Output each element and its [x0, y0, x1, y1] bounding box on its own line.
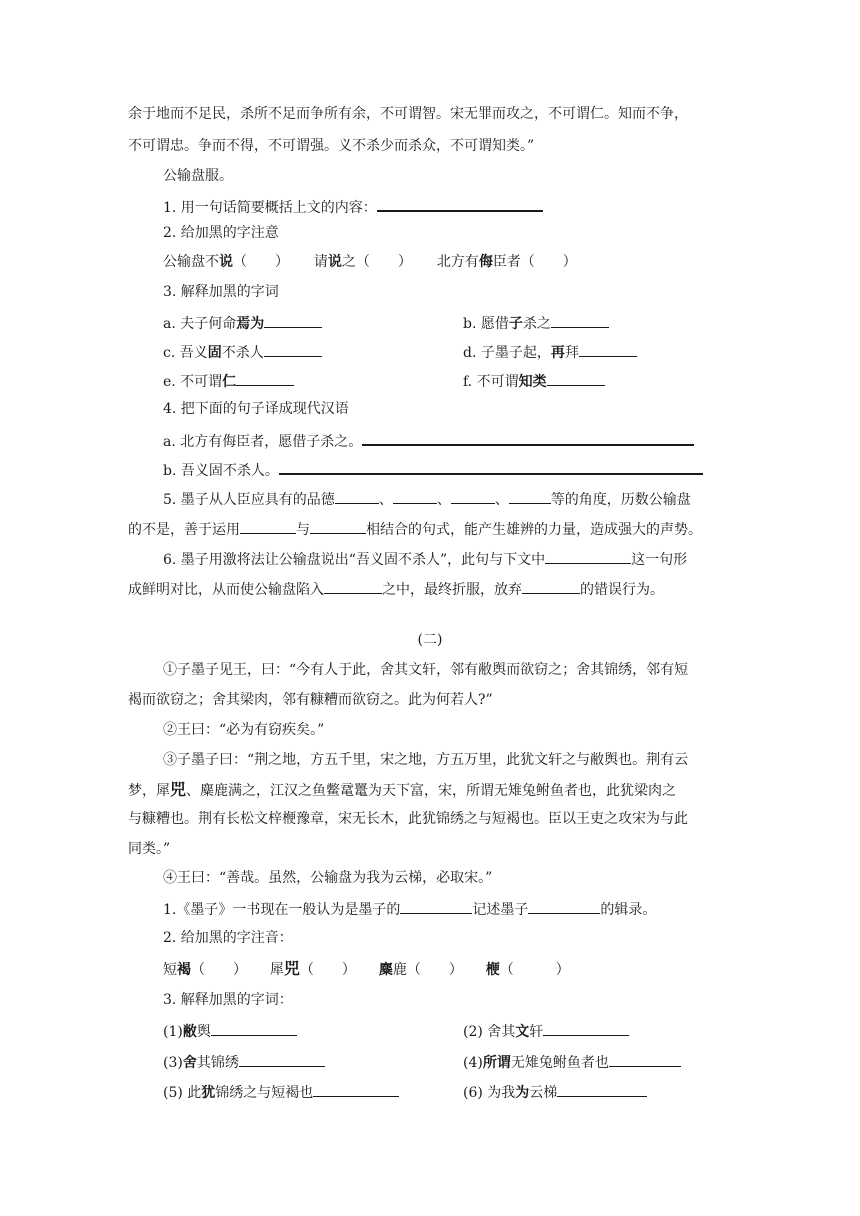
answer-blank[interactable]	[547, 370, 605, 386]
question-5-cont: 的不是，善于运用 与 相结合的句式，能产生雄辨的力量，造成强大的声势。	[128, 518, 702, 540]
q3-item-c: c. 吾义固不杀人	[163, 341, 322, 363]
answer-blank[interactable]	[393, 488, 437, 504]
passage-line: 公输盘服。	[163, 168, 233, 184]
answer-blank[interactable]	[451, 488, 495, 504]
answer-blank[interactable]	[551, 312, 609, 328]
q3-item-4: (4)所谓无雉兔鲋鱼者也	[463, 1051, 681, 1073]
question-2-items	[163, 252, 577, 272]
q3-item-5: (5) 此犹锦绣之与短褐也	[163, 1081, 399, 1103]
answer-blank[interactable]	[313, 1081, 399, 1097]
q4-item-a: a. 北方有侮臣者，愿借子杀之。	[163, 429, 694, 452]
passage-line: 梦，犀兕、麋鹿满之，江汉之鱼鳖鼋鼍为天下富，宋，所谓无雉兔鲋鱼者也，此犹梁肉之	[128, 780, 677, 799]
question-4: 4. 把下面的句子译成现代汉语	[163, 401, 349, 417]
passage-line: ②王曰：“必为有窃疾矣。”	[163, 722, 325, 738]
q3-item-2: (2) 舍其文轩	[463, 1020, 629, 1042]
item: 公输盘不说（ ）	[163, 254, 289, 270]
passage-line: ③子墨子曰：“荆之地，方五千里，宋之地，方五万里，此犹文轩之与敝舆也。荆有云	[163, 752, 689, 768]
answer-blank[interactable]	[609, 1051, 681, 1067]
question-6: 6. 墨子用激将法让公输盘说出“吾义固不杀人”，此句与下文中 这一句形	[163, 548, 687, 570]
passage-line: 褐而欲窃之；舍其梁肉，邻有糠糟而欲窃之。此为何若人?”	[128, 692, 493, 708]
answer-blank[interactable]	[579, 341, 637, 357]
answer-blank[interactable]	[557, 1081, 647, 1097]
question-5: 5. 墨子从人臣应具有的品德 、 、 、 等的角度，历数公输盘	[163, 488, 691, 510]
answer-blank[interactable]	[528, 898, 600, 914]
item: 楩（ ）	[485, 962, 570, 978]
question-text: 1. 用一句话简要概括上文的内容：	[163, 200, 377, 216]
answer-blank[interactable]	[400, 898, 472, 914]
passage-line: 同类。”	[128, 841, 171, 857]
question-6-cont: 成鲜明对比，从而使公输盘陷入 之中，最终折服，放弃 的错误行为。	[128, 578, 664, 600]
answer-blank[interactable]	[324, 578, 382, 594]
section-heading: (二)	[417, 632, 443, 648]
answer-blank[interactable]	[279, 458, 703, 475]
q3-item-b: b. 愿借子杀之	[463, 312, 609, 334]
passage-line: 余于地而不足民，杀所不足而争所有余，不可谓智。宋无罪而攻之，不可谓仁。知而不争，	[128, 106, 688, 122]
answer-blank[interactable]	[239, 1051, 325, 1067]
question-3: 3. 解释加黑的字词	[163, 284, 279, 300]
answer-blank[interactable]	[264, 312, 322, 328]
question-2-items	[163, 959, 570, 980]
passage-line: 与糠糟也。荆有长松文梓楩豫章，宋无长木，此犹锦绣之与短褐也。臣以王吏之攻宋为与此	[128, 811, 688, 827]
answer-blank[interactable]	[509, 488, 551, 504]
q3-item-e: e. 不可谓仁	[163, 370, 294, 392]
item: 请说之（ ）	[313, 254, 412, 270]
q3-item-3: (3)舍其锦绣	[163, 1051, 325, 1073]
q3-item-1: (1)敝舆	[163, 1020, 297, 1042]
answer-blank[interactable]	[240, 518, 296, 534]
answer-blank[interactable]	[211, 1020, 297, 1036]
question-1: 1.《墨子》一书现在一般认为是墨子的 记述墨子 的辑录。	[163, 898, 656, 920]
item: 麋鹿（ ）	[378, 962, 463, 978]
item: 北方有侮臣者（ ）	[436, 254, 577, 270]
answer-blank[interactable]	[522, 578, 580, 594]
q3-item-6: (6) 为我为云梯	[463, 1081, 647, 1103]
question-1	[163, 195, 543, 218]
answer-blank[interactable]	[543, 1020, 629, 1036]
answer-blank[interactable]	[362, 429, 694, 446]
answer-blank[interactable]	[310, 518, 366, 534]
question-2: 2. 给加黑的字注意	[163, 225, 279, 241]
item: 犀兕（ ）	[269, 959, 356, 978]
question-3: 3. 解释加黑的字词：	[163, 992, 293, 1008]
answer-blank[interactable]	[545, 548, 631, 564]
q4-item-b: b. 吾义固不杀人。	[163, 458, 703, 481]
answer-blank[interactable]	[335, 488, 379, 504]
question-2: 2. 给加黑的字注音：	[163, 930, 293, 946]
passage-line: 不可谓忠。争而不得，不可谓强。义不杀少而杀众，不可谓知类。”	[128, 138, 535, 154]
passage-line: ④王曰：“善哉。虽然，公输盘为我为云梯，必取宋。”	[163, 870, 493, 886]
item: 短褐（ ）	[163, 962, 247, 978]
q3-item-a: a. 夫子何命焉为	[163, 312, 322, 334]
q3-item-d: d. 子墨子起，再拜	[463, 341, 637, 363]
answer-blank[interactable]	[236, 370, 294, 386]
passage-line: ①子墨子见王，曰：“今有人于此，舍其文轩，邻有敝舆而欲窃之；舍其锦绣，邻有短	[163, 662, 689, 678]
answer-blank[interactable]	[377, 195, 543, 212]
answer-blank[interactable]	[264, 341, 322, 357]
q3-item-f: f. 不可谓知类	[463, 370, 605, 392]
